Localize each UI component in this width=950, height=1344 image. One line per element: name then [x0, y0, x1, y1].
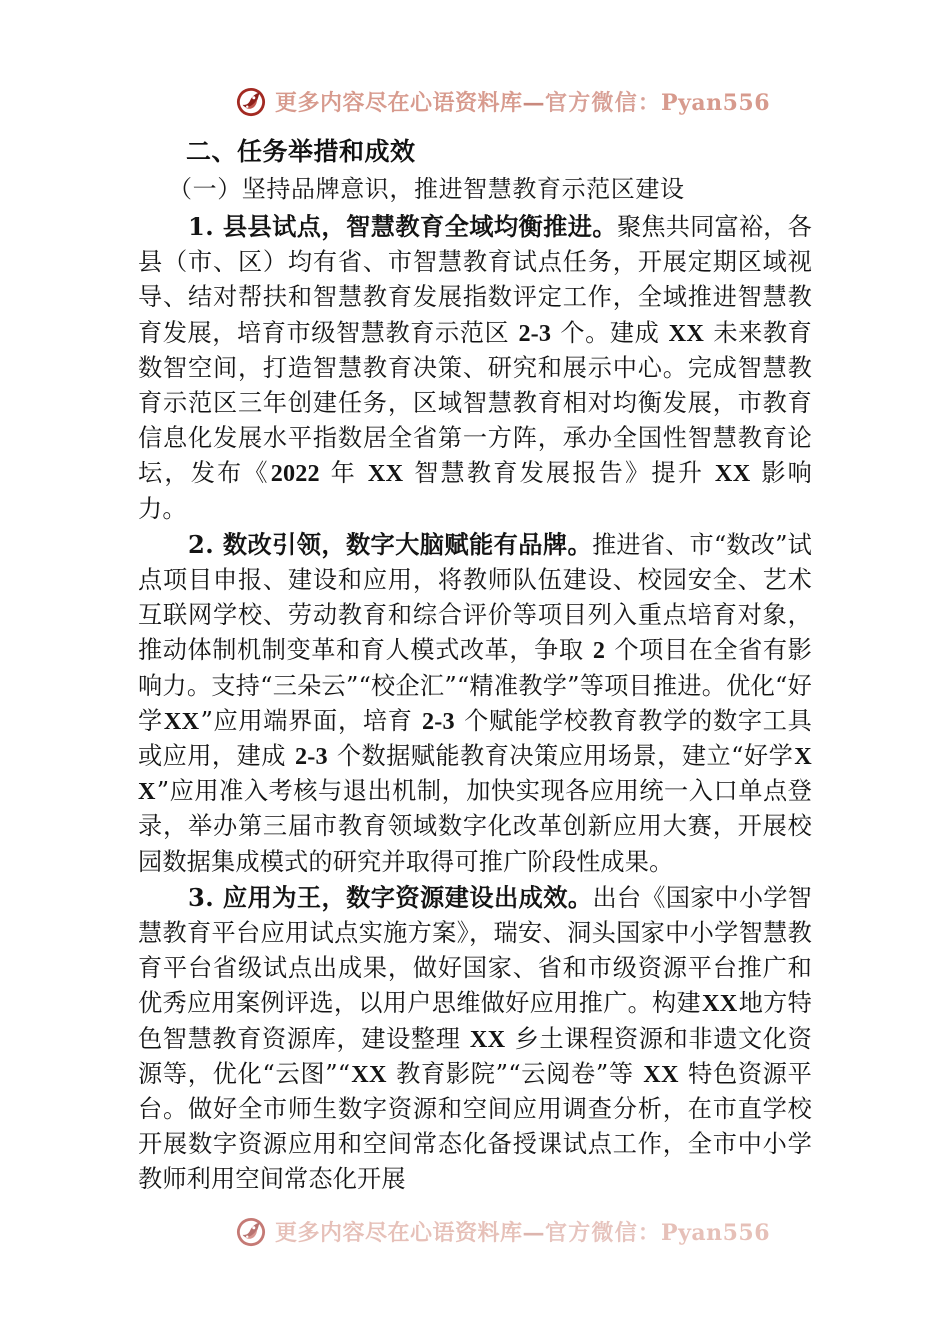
inline-placeholder: XX	[367, 460, 404, 488]
paragraph-item-2	[138, 527, 812, 880]
paragraph-lead: 3. 应用为王，数字资源建设出成效。	[188, 882, 593, 912]
paragraph-text: 特色资源平台。做好全市师生数字资源和空间应用调查分析，在市直学校开展数字资源应用和空间常态化备授课试点工作，全市中小学教师利用空间常态化开展	[138, 1059, 812, 1194]
paragraph-text: 个赋能学校教育教学的数字工具或应用，建成	[138, 706, 812, 771]
inline-placeholder: XX	[668, 319, 705, 347]
inline-placeholder: XX	[351, 1060, 387, 1088]
paragraph-lead: 1. 县县试点，智慧教育全域均衡推进。	[188, 212, 617, 241]
paragraph-text: 个数据赋能教育决策应用场景，建立“好学	[328, 742, 794, 771]
paragraph-text: 出台《国家中小学智慧教育平台应用试点实施方案》，瑞安、洞头国家中小学智慧教育平台省级试点出成果，做好国家、省和市级资源平台推广和优秀应用案例评选，以用户思维做好应用推广。构建	[138, 883, 812, 1018]
watermark-text-part1: 更多内容尽在心语资料库	[275, 90, 523, 116]
paragraph-item-1	[138, 209, 812, 527]
paragraph-text: 地方特色智慧教育资源库，建设整理	[138, 989, 812, 1053]
inline-placeholder: XX	[702, 990, 738, 1018]
watermark-handle: Pyan556	[661, 1220, 771, 1246]
paragraph-text: ”应用准入考核与退出机制，加快实现各应用统一入口单点登录，举办第三届市教育领域数字化改革创新应用大赛，开展校园数据集成模式的研究并取得可推广阶段性成果。	[138, 777, 812, 876]
paragraph-text: 乡土课程资源和非遗文化资源等，优化“云图”“	[138, 1024, 813, 1088]
paragraph-text: 个项目在全省有影响力。支持“三朵云”“校企汇”“精准教学”等项目推进。优化“好学	[138, 636, 812, 735]
paragraph-lead: 2. 数改引领，数字大脑赋能有品牌。	[188, 529, 593, 559]
watermark-text	[275, 1216, 770, 1247]
watermark-text-part1: 更多内容尽在心语资料库	[275, 1220, 523, 1246]
paragraph-text: 个。建成	[552, 318, 668, 347]
paragraph-text: 未来教育数智空间，打造智慧教育决策、研究和展示中心。完成智慧教育示范区三年创建任务，区域智慧教育相对均衡发展，市教育信息化发展水平指数居全省第一方阵，承办全国性智慧教育论坛，发布《	[138, 318, 812, 488]
paragraph-text: 聚焦共同富裕，各县（市、区）均有省、市智慧教育试点任务，开展定期区域视导、结对帮扶和智慧教育发展指数评定工作，全域推进智慧教育发展，培育市级智慧教育示范区	[138, 213, 812, 347]
page-title: 二、任务举措和成效	[186, 138, 416, 166]
inline-placeholder: XX	[643, 1060, 679, 1088]
paragraph-text: 影响力。	[138, 459, 813, 523]
subsection-heading: （一）坚持品牌意识，推进智慧教育示范区建设	[168, 175, 685, 203]
inline-number: 2	[592, 637, 606, 665]
inline-placeholder: XX	[469, 1025, 506, 1053]
watermark-handle: Pyan556	[661, 90, 771, 116]
footer-watermark	[236, 1216, 770, 1247]
watermark-text-part2: 官方微信：	[545, 90, 662, 116]
paragraph-item-3	[138, 880, 812, 1198]
paragraph-text: 教育影院”“云阅卷”等	[387, 1059, 643, 1088]
xinyu-logo-icon	[236, 1217, 266, 1247]
inline-number: 2-3	[295, 743, 328, 771]
inline-placeholder: XX	[163, 707, 200, 735]
paragraph-text: ”应用端界面，培育	[200, 706, 421, 735]
document-content	[138, 134, 812, 1198]
watermark-text-part2: 官方微信：	[545, 1220, 662, 1246]
watermark-dash: —	[522, 1220, 546, 1246]
inline-number: 2-3	[422, 707, 455, 735]
watermark-text	[275, 86, 770, 117]
paragraph-text: 智慧教育发展报告》提升	[404, 459, 714, 488]
xinyu-logo-icon	[236, 87, 266, 117]
header-watermark	[236, 86, 770, 117]
watermark-dash: —	[522, 90, 546, 116]
inline-number: 2-3	[518, 319, 552, 347]
inline-placeholder: XX	[138, 743, 812, 806]
paragraph-text: 年	[320, 459, 367, 488]
inline-placeholder: XX	[714, 460, 751, 488]
inline-year: 2022	[270, 460, 320, 488]
paragraph-text: 推进省、市“数改”试点项目申报、建设和应用，将教师队伍建设、校园安全、艺术互联网学校、劳动教育和综合评价等项目列入重点培育对象，推动体制机制变革和育人模式改革，争取	[138, 530, 813, 665]
